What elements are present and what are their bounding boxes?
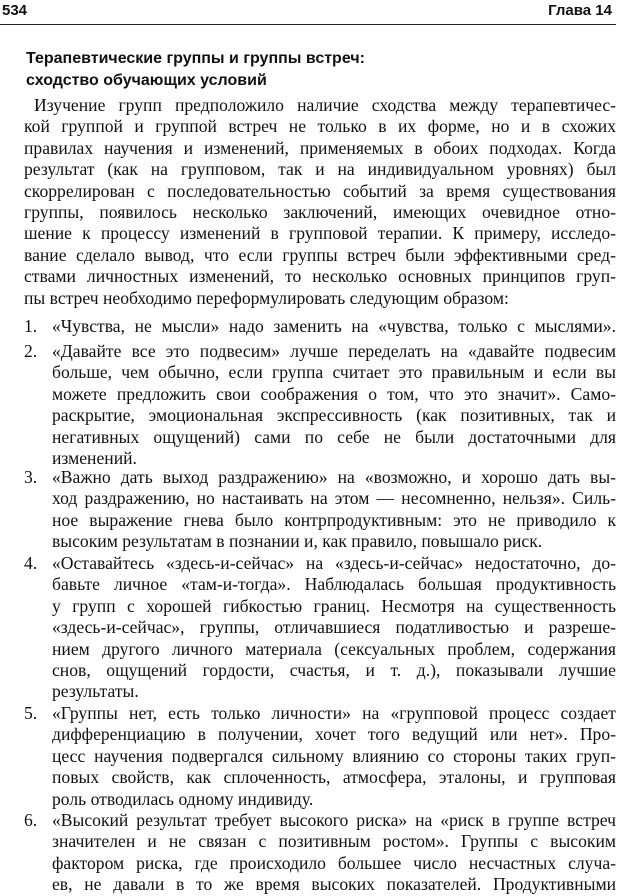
paragraph-line: результат (как на групповом, так и на индивидуальном уровнях) был (24, 159, 616, 180)
list-item-line: «Группы нет, есть только личности» на «групповой процесс создает (52, 703, 616, 723)
list-item-text (52, 810, 616, 896)
list-item-line: «Важно дать выход раздражению» на «возможно, и хорошо дать вы- (52, 467, 616, 487)
list-item-number: 1. (24, 316, 38, 336)
paragraph-line: вание сделало вывод, что если группы встреч были эффективными сред- (24, 244, 616, 265)
list-item-line: изменений. (52, 448, 137, 469)
list-item-number: 5. (24, 703, 38, 723)
list-item-line: высоким результатам в познании и, как правило, повышало риск. (52, 531, 543, 552)
paragraph-line: Изучение групп предположило наличие сходства между терапевтичес- (34, 95, 616, 115)
list-item-line: фактором риска, где происходило большее число несчастных случа- (52, 852, 616, 873)
list-item-number: 4. (24, 553, 38, 573)
list-item-text (52, 467, 616, 553)
list-item-line: нием другого личного материала (сексуальных проблем, содержания (52, 638, 616, 659)
page-number: 534 (2, 2, 28, 19)
section-heading-line: сходство обучающих условий (26, 72, 267, 89)
list-item-line: результаты. (52, 681, 139, 702)
list-item-line: роль отводилась одному индивиду. (52, 788, 314, 809)
chapter-label: Глава 14 (548, 2, 612, 19)
list-item-line: «Чувства, не мысли» надо заменить на «чувства, только с мыслями». (52, 316, 616, 336)
list-item-text (52, 553, 616, 703)
list-item-line: можете предложить свои соображения о том, что это значит». Само- (52, 383, 616, 404)
intro-paragraph (24, 95, 616, 309)
paragraph-line: скоррелирован с последовательностью событий за время существования (24, 180, 616, 201)
paragraph-line: ствами личностных изменений, то несколько основных принципов груп- (24, 266, 616, 287)
list-item-line: «Оставайтесь «здесь-и-сейчас» на «здесь-и-сейчас» недостаточно, до- (52, 553, 616, 573)
list-item-line: «Давайте все это подвесим» лучше переделать на «давайте подвесим (52, 341, 616, 361)
list-item-line: раскрытие, эмоциональная экспрессивность (как позитивных, так и (52, 405, 616, 426)
list-item-text (52, 316, 616, 337)
list-item-line: ход раздражению, но настаивать на этом — несомненно, нельзя». Силь- (52, 488, 616, 509)
header-rule (0, 24, 616, 25)
paragraph-line: группы, появилось несколько заключений, имеющих очевидное отно- (24, 202, 616, 223)
paragraph-line: пы встреч необходимо переформулировать следующим образом: (24, 287, 509, 308)
paragraph-line: кой группой и группой встреч не только в их форме, но и в схожих (24, 116, 616, 137)
list-item-line: значителен и не связан с позитивным ростом». Группы с высоким (52, 831, 616, 852)
section-heading (26, 48, 596, 92)
list-item-line: больше, чем обычно, если группа считает это правильным и если вы (52, 362, 616, 383)
list-item-line: негативных ощущений) сами по себе не были достаточными для (52, 426, 616, 447)
running-header (0, 0, 616, 26)
list-item-number: 6. (24, 810, 38, 830)
paragraph-line: шение к процессу изменений в групповой терапии. К примеру, исследо- (24, 223, 616, 244)
list-item-line: ев, не давали в то же время высоких показателей. Продуктивными (52, 874, 616, 895)
paragraph-line: правилах научения и изменений, применяемых в обоих подходах. Когда (24, 137, 616, 158)
list-item-line: снов, ощущений гордости, счастья, и т. д.), показывали лучшие (52, 660, 616, 681)
list-item-line: цесс научения подвергался сильному влиянию со стороны таких груп- (52, 745, 616, 766)
list-item-line: «Высокий результат требует высокого риска» на «риск в группе встреч (52, 810, 616, 830)
list-item-number: 2. (24, 341, 38, 361)
list-item-text (52, 703, 616, 810)
list-item-line: дифференциацию в получении, хочет того ведущий или нет». Про- (52, 724, 616, 745)
list-item-line: повых свойств, как сплоченность, атмосфера, эталоны, и групповая (52, 767, 616, 788)
list-item-line: «здесь-и-сейчас», группы, отличавшиеся податливостью и разреше- (52, 617, 616, 638)
list-item-text (52, 341, 616, 469)
list-item-line: ное выражение гнева было контрпродуктивным: это не приводило к (52, 509, 616, 530)
section-heading-line: Терапевтические группы и группы встреч: (26, 50, 365, 67)
list-item-number: 3. (24, 467, 38, 487)
list-item-line: бавьте личное «там-и-тогда». Наблюдалась большая продуктивность (52, 574, 616, 595)
list-item-line: у групп с хорошей гибкостью границ. Несмотря на существенность (52, 595, 616, 616)
